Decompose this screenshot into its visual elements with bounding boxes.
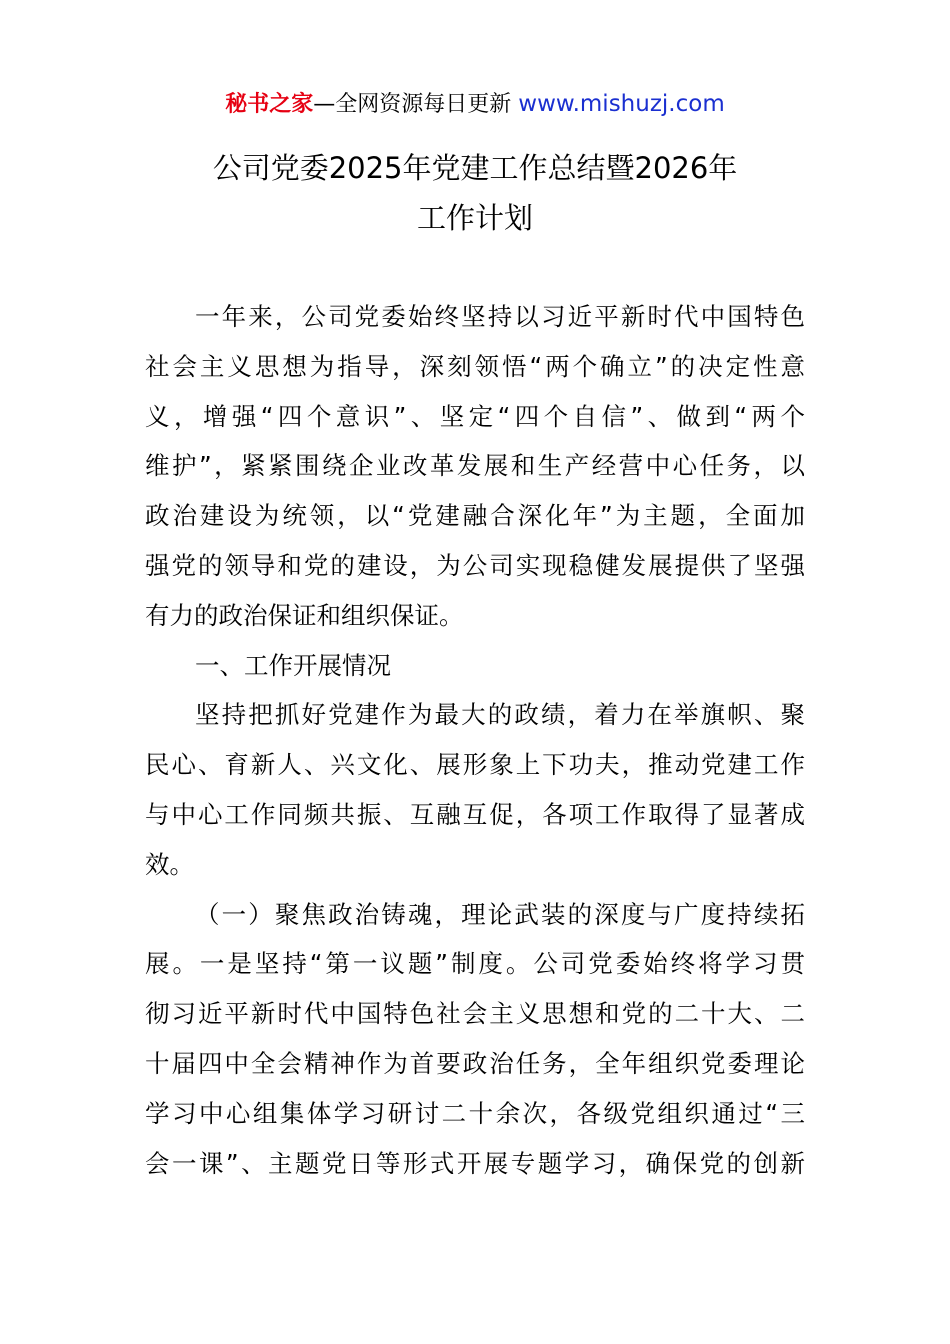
paragraph-line: 坚持把抓好党建作为最大的政绩，着力在举旗帜、聚 (195, 700, 805, 730)
paragraph-line: 效。 (145, 849, 194, 879)
paragraph-line: 展。一是坚持“第一议题”制度。公司党委始终将学习贯 (145, 949, 805, 979)
paragraph-line: 维护”，紧紧围绕企业改革发展和生产经营中心任务，以 (145, 451, 805, 481)
paragraph-line: 社会主义思想为指导，深刻领悟“两个确立”的决定性意 (145, 351, 805, 381)
paragraph-line: 十届四中全会精神作为首要政治任务，全年组织党委理论 (145, 1049, 805, 1078)
paragraph-line: 强党的领导和党的建设，为公司实现稳健发展提供了坚强 (145, 551, 805, 580)
document-title-line-1: 公司党委2025年党建工作总结暨2026年 (212, 151, 738, 185)
section-heading: 一、工作开展情况 (195, 650, 391, 680)
paragraph-line: （一）聚焦政治铸魂，理论武装的深度与广度持续拓 (195, 899, 805, 929)
paragraph-line: 彻习近平新时代中国特色社会主义思想和党的二十大、二 (145, 999, 805, 1029)
paragraph-line: 会一课”、主题党日等形式开展专题学习，确保党的创新 (145, 1148, 805, 1178)
paragraph-line: 义，增强“四个意识”、坚定“四个自信”、做到“两个 (145, 401, 805, 431)
site-banner (0, 88, 950, 121)
paragraph-line: 有力的政治保证和组织保证。 (145, 600, 464, 630)
paragraph-line: 学习中心组集体学习研讨二十余次，各级党组织通过“三 (145, 1098, 805, 1128)
paragraph-line: 民心、育新人、兴文化、展形象上下功夫，推动党建工作 (145, 750, 805, 780)
banner-tagline: —全网资源每日更新 (313, 92, 519, 117)
paragraph-line: 政治建设为统领，以“党建融合深化年”为主题，全面加 (145, 501, 805, 531)
paragraph-line: 与中心工作同频共振、互融互促，各项工作取得了显著成 (145, 800, 805, 829)
document-title-line-2: 工作计划 (416, 201, 533, 235)
paragraph-line: 一年来，公司党委始终坚持以习近平新时代中国特色 (195, 302, 805, 331)
brand-name: 秘书之家 (225, 92, 314, 117)
site-url-link[interactable]: www.mishuzj.com (518, 91, 725, 117)
